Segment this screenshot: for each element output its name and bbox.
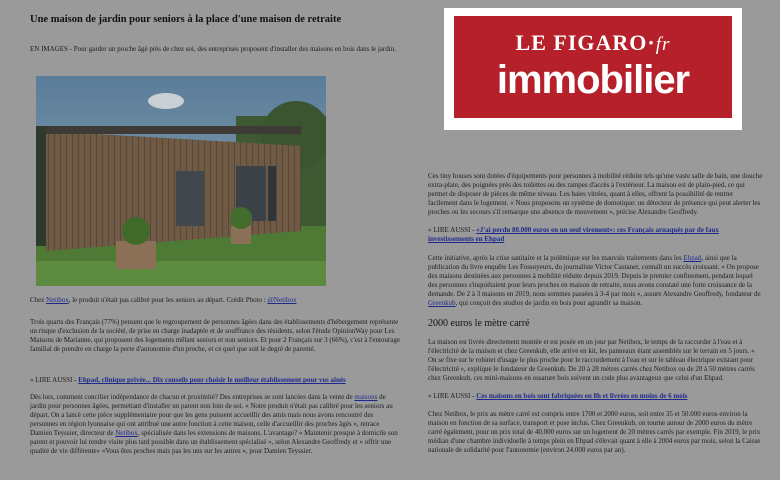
lire-aussi-2-prefix: » LIRE AUSSI -	[428, 226, 477, 234]
lire-aussi-3-link[interactable]: Ces maisons en bois sont fabriquées en 8h et livrées en moins de 6 mois	[476, 392, 688, 400]
column-2-paragraph-3: La maison est livrée directement montée et est posée en un jour par Netibox, le temps de la raccorder à l'eau et à l'électricité de la maison et chez Greenkub, elle arrive en kit, les panneaux étant assemblés sur le terrain en 5 jours. « On se fixe sur le robinet d'usage le plus proche pour le raccordement à l'eau et sur le tableau électrique existant pour l'électricité », explique le fondateur de Greenkub. De 20 à 28 mètres carrés chez Netibox ou de 20 à 50 mètres carrés chez Greenkub, ces mini-maisons en ossature bois suivent un code plus avantageux que celui d'un Ehpad.	[428, 338, 755, 382]
lire-aussi-1	[30, 376, 400, 385]
column-2-paragraph-2	[428, 254, 763, 308]
paragraph-2-link-netibox[interactable]: Netibox	[115, 429, 138, 437]
logo-dot: ·	[647, 30, 656, 55]
le-figaro-immobilier-logo	[444, 8, 742, 130]
logo-red-panel	[454, 16, 732, 118]
logo-line-1	[454, 30, 732, 56]
paragraph-2-c: , spécialisée dans les extensions de maisons. L'avantage? « Maintenir presque à domicile son parent et pouvoir lui rendre visite plus tard possible dans un établissement spécialisé », selon Alexandre Geoffredy et « offrir une qualité de vie différente» «Vous êtes proches mais pas les uns sur les autres », pour Damien Teyssier.	[30, 429, 398, 455]
lire-aussi-3-prefix: » LIRE AUSSI -	[428, 392, 477, 400]
logo-line-1-suffix: fr	[655, 34, 671, 55]
paragraph-2	[30, 393, 400, 456]
caption-link-netibox[interactable]: Netibox	[46, 296, 69, 304]
article-photo	[36, 76, 326, 286]
paragraph-2-link-maisons[interactable]: maisons	[354, 393, 378, 401]
column-2-link-ehpad[interactable]: Ehpad	[683, 254, 702, 262]
column-2-paragraph-4: Chez Netibox, le prix au mètre carré est compris entre 1700 et 2000 euros, soit entre 35 et 50.000 euros environ la maison en fonction de sa surface, transport et pose inclus. Chez Greenkub, on tourne autour de 2000 euros du mètre carré également, pour un prix total de 40.000 euros sur un logement de 20 mètres carrés par exemple. Fin 2019, le prix médian d'une chambre individuelle à temps plein en Ehpad s'élevait quant à elle à 2004 euros par mois, selon la Caisse nationale de solidarité pour l'autonomie (environ 24.000 euros par an).	[428, 410, 761, 454]
caption-credit-link[interactable]: @Netibox	[267, 296, 297, 304]
article-title: Une maison de jardin pour seniors à la place d'une maison de retraite	[30, 14, 342, 25]
paragraph-1: Trois quarts des Français (77%) pensent que le regroupement de personnes âgées dans des établissements d'hébergement représente un risque d'exclusion de la société, de prise en charge inadaptée et de souffrance des résidents, selon l'étude OpinionWay pour Les Maisons de Marianne, qui proposent des logements mêlant seniors et non seniors. Et pour 2 Français sur 3 (66%), c'est à l'entourage familial de prendre en charge la perte d'autonomie d'un proche, et ce quel que soit le degré de parenté.	[30, 318, 400, 353]
column-2-link-greenkub[interactable]: Greenkub	[428, 299, 456, 307]
photo-caption	[30, 296, 380, 305]
column-2-paragraph-2-b: , ainsi que la publication du livre enquête Les Fossoyeurs, du journaliste Victor Castanet, connaît un succès croissant. « On propose des maisons destinées aux personnes à mobilité réduite depuis 2019. Depuis le premier confinement, pendant lequel des personnes s'inquiétaient pour leurs proches en maison de retraite, nous avons constaté une forte croissance de la demande. De 2 à 3 maisons en 2019, nous sommes passées à 3-4 par mois », assure Alexandre Geoffredy, fondateur de	[428, 254, 761, 298]
caption-prefix: Chez	[30, 296, 47, 304]
article-lead: EN IMAGES - Pour garder un proche âgé près de chez soi, des entreprises proposent d'installer des maisons en bois dans le jardin.	[30, 45, 396, 53]
caption-text: , le produit n'était pas calibré pour les seniors au départ. Crédit Photo :	[68, 296, 268, 304]
lire-aussi-3	[428, 392, 763, 401]
section-heading-price: 2000 euros le mètre carré	[428, 318, 530, 329]
column-2-paragraph-2-c: , qui conçoit des studios de jardin en bois pour agrandir sa maison.	[455, 299, 643, 307]
column-2-paragraph-1: Ces tiny houses sont dotées d'équipements pour personnes à mobilité réduite tels qu'une vaste salle de bain, une douche extra-plate, des poignées près des toilettes ou des rampes d'accès à l'extérieur. La maison est de plain-pied, ce qui permet de disposer de pièces de même niveau. Les baies vitrées, quant à elles, offrent la possibilité de rentrer facilement dans le logement. « Nous proposons un système de domotique: un détecteur de présence qui peut alerter les proches ou les secours s'il remarque une absence de mouvement », précise Alexandre Geoffredy.	[428, 172, 763, 216]
lire-aussi-1-prefix: » LIRE AUSSI -	[30, 376, 79, 384]
lire-aussi-1-link[interactable]: Ehpad, clinique privée... Dix conseils pour choisir le meilleur établissement pour vos aînés	[78, 376, 346, 384]
logo-line-1-name: LE FIGARO	[515, 30, 648, 55]
paragraph-2-b: de jardin pour personnes âgées, permettant d'installer un parent non loin de soi. « Notre produit n'était pas calibré pour les seniors au départ. On a lancé cette pièce supplémentaire pour que les gens puissent accueillir des amis mais nous avons rencontré des personnes en région lyonnaise qui ont attribué une autre fonction à cette maison, celle d'accueillir des proches âgés », retrace Damien Teyssier, directeur de	[30, 393, 393, 437]
lire-aussi-2-link[interactable]: «J'ai perdu 80.000 euros en un seul virement»: ces Français arnaqués par de faux investissements en Ehpad	[428, 226, 719, 243]
paragraph-2-a: Dès lors, comment concilier indépendance de chacun et proximité? Des entreprises se sont lancées dans la vente de	[30, 393, 355, 401]
column-2-paragraph-2-a: Cette initiative, après la crise sanitaire et la polémique sur les mauvais traitements dans les	[428, 254, 684, 262]
lire-aussi-2	[428, 226, 763, 244]
logo-line-2: immobilier	[496, 58, 690, 102]
